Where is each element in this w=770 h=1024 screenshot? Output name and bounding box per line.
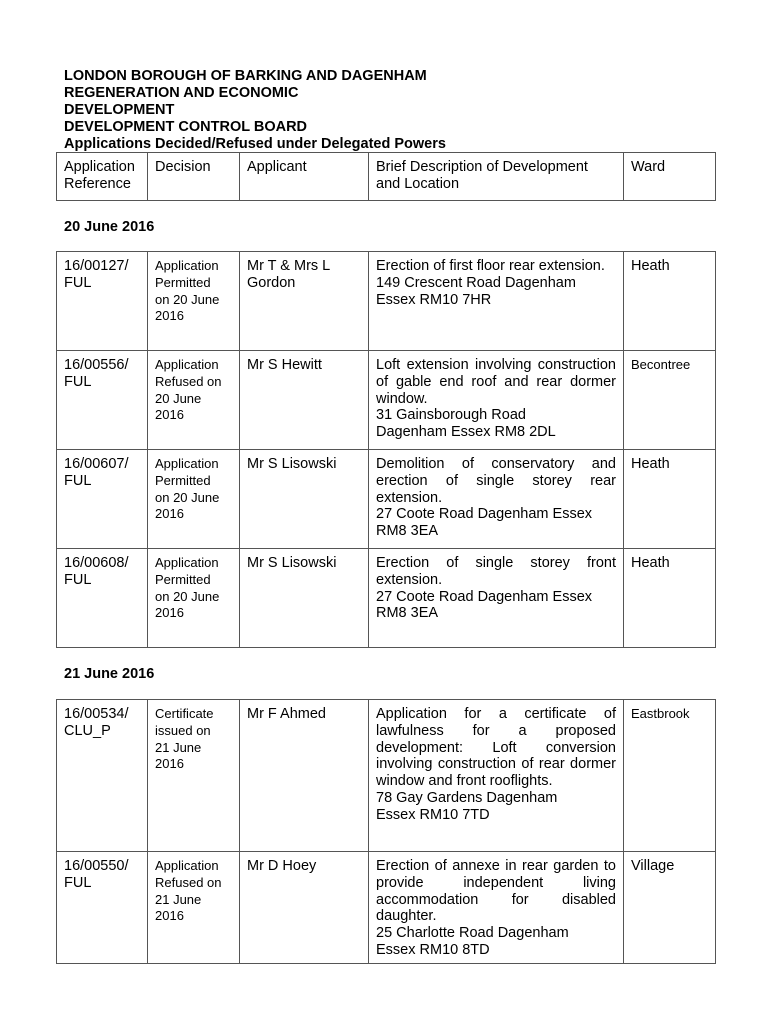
cell-text-line: FUL bbox=[64, 274, 92, 291]
cell-text-line: Mr F Ahmed bbox=[247, 706, 326, 722]
cell-text-line: RM8 3EA bbox=[376, 523, 439, 540]
ward: Heath bbox=[624, 252, 716, 351]
decision bbox=[148, 549, 240, 648]
col-header-applicant: Applicant bbox=[240, 153, 369, 201]
decision bbox=[148, 700, 240, 852]
cell-text-line: 2016 bbox=[155, 308, 184, 324]
applications-table-20-june bbox=[56, 251, 716, 648]
cell-text-line: 31 Gainsborough Road bbox=[376, 407, 526, 424]
cell-text-line: Application bbox=[155, 858, 219, 873]
cell-text-line: Application bbox=[155, 555, 219, 570]
cell-text-line: Mr T & Mrs L bbox=[247, 258, 331, 274]
cell-text-line: 2016 bbox=[155, 756, 184, 772]
section-date: 20 June 2016 bbox=[64, 219, 155, 235]
ward: Eastbrook bbox=[624, 700, 716, 852]
cell-text-line: Loft extension involving construction of gable end roof and rear dormer window. bbox=[376, 357, 616, 407]
cell-text-line: on 20 June bbox=[155, 489, 220, 505]
ward: Heath bbox=[624, 450, 716, 549]
cell-text-line: Application bbox=[155, 357, 219, 372]
applicant bbox=[240, 852, 369, 964]
description bbox=[369, 351, 624, 450]
application-reference bbox=[57, 252, 148, 351]
cell-text-line: Erection of single storey front extension. bbox=[376, 555, 616, 588]
header-borough: LONDON BOROUGH OF BARKING AND DAGENHAM bbox=[64, 68, 427, 84]
description bbox=[369, 252, 624, 351]
cell-text-line: 2016 bbox=[155, 605, 184, 621]
cell-text-line: Permitted bbox=[155, 571, 211, 587]
cell-text-line: 25 Charlotte Road Dagenham bbox=[376, 925, 569, 942]
document-header bbox=[64, 68, 446, 153]
cell-text-line: Mr S Lisowski bbox=[247, 555, 337, 571]
cell-text-line: Permitted bbox=[155, 472, 211, 488]
cell-text-line: Essex RM10 8TD bbox=[376, 941, 490, 958]
column-header-row bbox=[57, 153, 716, 201]
cell-text-line: 16/00534/ bbox=[64, 706, 129, 722]
cell-text-line: 16/00550/ bbox=[64, 858, 129, 874]
cell-text-line: 27 Coote Road Dagenham Essex bbox=[376, 506, 593, 523]
decision bbox=[148, 450, 240, 549]
description bbox=[369, 852, 624, 964]
cell-text-line: 20 June bbox=[155, 390, 202, 406]
cell-text-line: 78 Gay Gardens Dagenham bbox=[376, 789, 558, 806]
cell-text-line: 21 June bbox=[155, 891, 202, 907]
cell-text-line: Erection of first floor rear extension. bbox=[376, 258, 605, 274]
cell-text-line: 2016 bbox=[155, 908, 184, 924]
cell-text-line: Application for a certificate of lawfulness for a proposed development: Loft conversion involving construction of rear dormer window and front rooflights. bbox=[376, 706, 616, 790]
cell-text-line: Reference bbox=[64, 175, 131, 192]
cell-text-line: Essex RM10 7HR bbox=[376, 291, 492, 308]
cell-text-line: Mr D Hoey bbox=[247, 858, 317, 874]
cell-text-line: Certificate bbox=[155, 706, 214, 721]
cell-text-line: Mr S Lisowski bbox=[247, 456, 337, 472]
col-header-reference bbox=[57, 153, 148, 201]
cell-text-line: 2016 bbox=[155, 506, 184, 522]
ward: Becontree bbox=[624, 351, 716, 450]
cell-text-line: Application bbox=[155, 456, 219, 471]
cell-text-line: Demolition of conservatory and erection of single storey rear extension. bbox=[376, 456, 616, 506]
cell-text-line: Gordon bbox=[247, 274, 296, 291]
cell-text-line: on 20 June bbox=[155, 588, 220, 604]
cell-text-line: Essex RM10 7TD bbox=[376, 806, 490, 823]
col-header-description bbox=[369, 153, 624, 201]
cell-text-line: Application bbox=[155, 258, 219, 273]
application-reference bbox=[57, 852, 148, 964]
cell-text-line: 16/00127/ bbox=[64, 258, 129, 274]
table-row bbox=[57, 450, 716, 549]
ward: Heath bbox=[624, 549, 716, 648]
table-row bbox=[57, 700, 716, 852]
col-header-ward: Ward bbox=[624, 153, 716, 201]
table-row bbox=[57, 351, 716, 450]
header-board: DEVELOPMENT CONTROL BOARD bbox=[64, 119, 308, 135]
table-row bbox=[57, 252, 716, 351]
column-header-table bbox=[56, 152, 716, 201]
cell-text-line: 16/00556/ bbox=[64, 357, 129, 373]
cell-text-line: and Location bbox=[376, 175, 460, 192]
cell-text-line: 27 Coote Road Dagenham Essex bbox=[376, 588, 593, 605]
cell-text-line: 21 June bbox=[155, 739, 202, 755]
cell-text-line: Refused on bbox=[155, 874, 222, 890]
description bbox=[369, 549, 624, 648]
header-department-cont: DEVELOPMENT bbox=[64, 102, 175, 118]
ward: Village bbox=[624, 852, 716, 964]
cell-text-line: 2016 bbox=[155, 407, 184, 423]
cell-text-line: FUL bbox=[64, 571, 92, 588]
table-row bbox=[57, 549, 716, 648]
cell-text-line: Refused on bbox=[155, 373, 222, 389]
header-department: REGENERATION AND ECONOMIC bbox=[64, 85, 299, 101]
decision bbox=[148, 351, 240, 450]
cell-text-line: issued on bbox=[155, 722, 211, 738]
cell-text-line: Dagenham Essex RM8 2DL bbox=[376, 424, 556, 441]
applicant bbox=[240, 450, 369, 549]
cell-text-line: Erection of annexe in rear garden to provide independent living accommodation for disabled daughter. bbox=[376, 858, 616, 925]
application-reference bbox=[57, 549, 148, 648]
cell-text-line: FUL bbox=[64, 373, 92, 390]
applicant bbox=[240, 252, 369, 351]
description bbox=[369, 450, 624, 549]
cell-text-line: FUL bbox=[64, 472, 92, 489]
applicant bbox=[240, 700, 369, 852]
applicant bbox=[240, 351, 369, 450]
cell-text-line: 16/00608/ bbox=[64, 555, 129, 571]
table-row bbox=[57, 852, 716, 964]
cell-text-line: CLU_P bbox=[64, 722, 111, 739]
decision bbox=[148, 852, 240, 964]
application-reference bbox=[57, 700, 148, 852]
applications-table-21-june bbox=[56, 699, 716, 964]
decision bbox=[148, 252, 240, 351]
application-reference bbox=[57, 351, 148, 450]
cell-text-line: Brief Description of Development bbox=[376, 159, 588, 175]
cell-text-line: 149 Crescent Road Dagenham bbox=[376, 274, 576, 291]
cell-text-line: on 20 June bbox=[155, 291, 220, 307]
cell-text-line: Permitted bbox=[155, 274, 211, 290]
header-subtitle: Applications Decided/Refused under Delegated Powers bbox=[64, 136, 446, 152]
description bbox=[369, 700, 624, 852]
col-header-decision: Decision bbox=[148, 153, 240, 201]
cell-text-line: Application bbox=[64, 159, 135, 175]
applicant bbox=[240, 549, 369, 648]
application-reference bbox=[57, 450, 148, 549]
cell-text-line: FUL bbox=[64, 874, 92, 891]
section-date: 21 June 2016 bbox=[64, 666, 155, 682]
cell-text-line: RM8 3EA bbox=[376, 605, 439, 622]
cell-text-line: 16/00607/ bbox=[64, 456, 129, 472]
cell-text-line: Mr S Hewitt bbox=[247, 357, 322, 373]
